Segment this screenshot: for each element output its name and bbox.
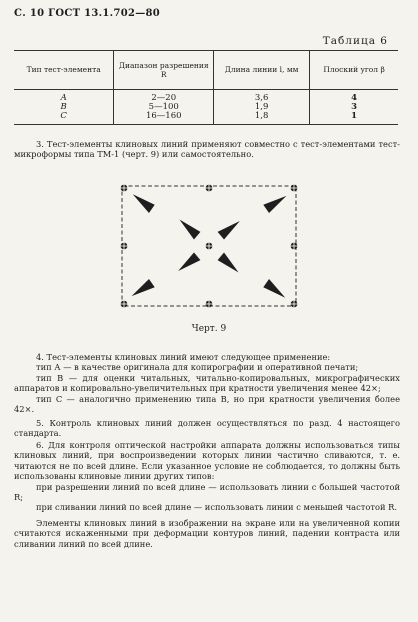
- cell-length: 1,8: [214, 112, 310, 125]
- cell-length: 3,6: [214, 90, 310, 104]
- paragraph-7: Элементы клиновых линий в изображении на экране или на увеличенной копии считаются искаженными при деформации контуров линий, падении контраста или сливании линий по всей длине.: [14, 518, 400, 549]
- cell-range: 2—20: [114, 90, 214, 104]
- crosshair-target-icon: [203, 240, 215, 252]
- col-header-length: Длина линии l, мм: [214, 51, 310, 90]
- crosshair-target-icon: [288, 240, 300, 252]
- table-6: [14, 50, 398, 125]
- col-header-type: Тип тест-элемента: [14, 51, 114, 90]
- cell-angle: 3: [310, 103, 398, 112]
- cell-angle: 1: [310, 112, 398, 125]
- paragraph-3: 3. Тест-элементы клиновых линий применяют совместно с тест-элементами тест-микроформы типа ТМ-1 (черт. 9) или самостоятельно.: [14, 139, 400, 160]
- paragraph-6: 6. Для контроля оптической настройки аппарата должны использоваться типы клиновых линий, при воспроизведении которых линии частично сливаются, т. е. читаются не по всей длине. Если указанное условие не соблюдается, то должны быть использованы клиновые линии других типов: при разрешении линий по всей длине — использовать линии с большей частотой R; при сливании линий по всей длине — использовать линии с меньшей частотой R.: [14, 440, 400, 513]
- wedge-line-element: [129, 191, 154, 213]
- wedge-line-element: [263, 191, 288, 213]
- crosshair-target-icon: [118, 240, 130, 252]
- wedge-line-element: [218, 216, 243, 239]
- cell-range: 16—160: [114, 112, 214, 125]
- wedge-line-element: [218, 252, 243, 275]
- cell-length: 1,9: [214, 103, 310, 112]
- paragraph-4: 4. Тест-элементы клиновых линий имеют следующее применение: тип А — в качестве оригинала для копирографии и оперативной печати; тип В — для оценки читальных, читально-копировальных, микрографических аппаратов и копировально-увеличительных при кратности увеличения менее 42×; тип С — аналогично применению типа В, но при кратности увеличения более 42×.: [14, 352, 400, 415]
- wedge-line-element: [176, 216, 201, 239]
- crosshair-target-icon: [118, 298, 130, 310]
- table-row: [14, 90, 398, 104]
- wedge-line-element: [129, 279, 154, 301]
- crosshair-target-icon: [118, 182, 130, 194]
- table-title: Таблица 6: [322, 35, 388, 47]
- figure-caption: Черт. 9: [191, 324, 227, 334]
- page-header: С. 10 ГОСТ 13.1.702—80: [14, 8, 161, 19]
- paragraph-5: 5. Контроль клиновых линий должен осуществляться по разд. 4 настоящего стандарта.: [14, 418, 400, 439]
- crosshair-target-icon: [203, 182, 215, 194]
- cell-type: В: [60, 102, 67, 112]
- wedge-line-element: [263, 279, 288, 301]
- figure-9-test-microform: [112, 178, 306, 316]
- cell-type: А: [60, 93, 67, 103]
- cell-angle: 4: [310, 90, 398, 104]
- col-header-angle: Плоский угол β: [310, 51, 398, 90]
- crosshair-target-icon: [288, 298, 300, 310]
- cell-range: 5—100: [114, 103, 214, 112]
- crosshair-target-icon: [288, 182, 300, 194]
- crosshair-target-icon: [203, 298, 215, 310]
- table-row: [14, 103, 398, 112]
- cell-type: С: [14, 112, 114, 125]
- wedge-line-element: [176, 252, 201, 275]
- table-row: [14, 112, 398, 125]
- col-header-range: Диапазон разрешения R: [114, 51, 214, 90]
